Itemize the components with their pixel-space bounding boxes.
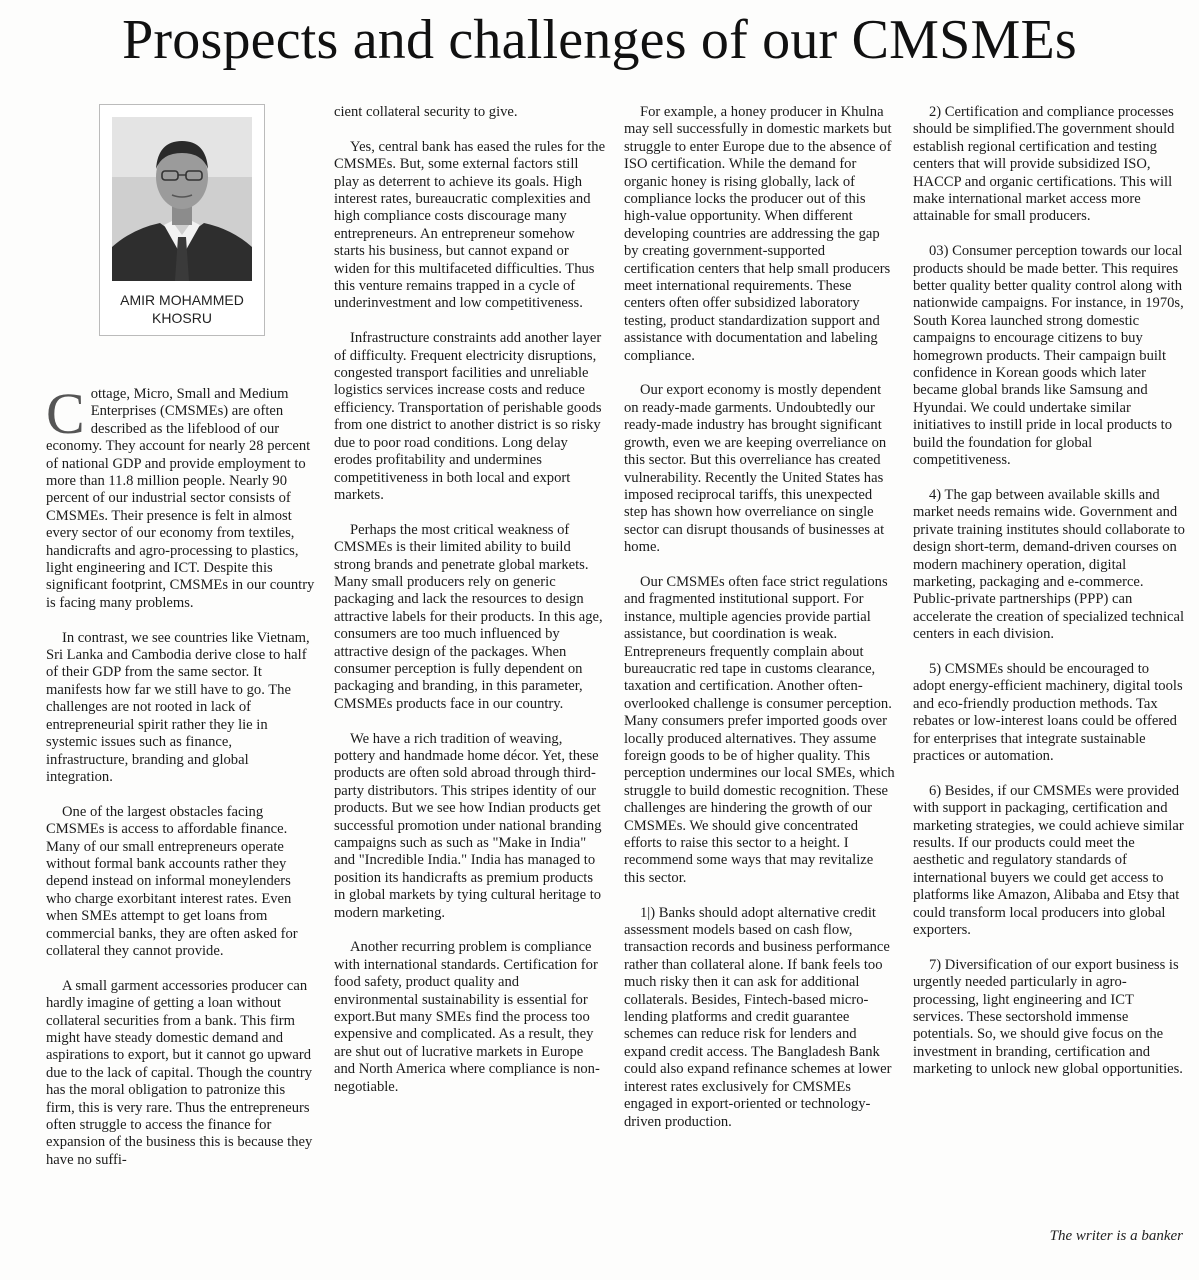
article-paragraph: 5) CMSMEs should be encouraged to adopt energy-efficient machinery, digital tools and eco-friendly production methods. Tax rebates or low-interest loans could be offered for enterprises that integrate sustainable practices or automation. bbox=[913, 660, 1183, 764]
article-paragraph: Yes, central bank has eased the rules for the CMSMEs. But, some external factors still play as deterrent to achieve its goals. High interest rates, bureaucratic complexities and high compliance costs discourage many entrepreneurs. An entrepreneur somehow starts his business, but cannot expand or widen for this multifaceted difficulties. Thus this venture remains trapped in a cycle of underinvestment and low competitiveness. bbox=[334, 138, 606, 312]
author-byline bbox=[100, 291, 264, 327]
headline: Prospects and challenges of our CMSMEs bbox=[122, 9, 1077, 71]
article-paragraph: For example, a honey producer in Khulna may sell successfully in domestic markets but struggle to enter Europe due to the absence of ISO certification. While the demand for organic honey is rising globally, lack of compliance locks the producer out of this high-value opportunity. When different developing countries are addressing the gap by creating government-supported certification centers that help small producers meet international requirements. These centers often offer subsidized laboratory testing, product standardization support and assistance with documentation and labeling compliance. bbox=[624, 104, 892, 364]
article-column-2 bbox=[334, 104, 606, 1113]
drop-cap: C bbox=[46, 381, 85, 446]
article-paragraph-lead bbox=[46, 381, 316, 612]
article-paragraph: In contrast, we see countries like Vietnam, Sri Lanka and Cambodia derive close to half of their GDP from the same sector. It manifests how far we still have to go. The challenges are not rooted in lack of entrepreneurial spirit rather they lie in systemic issues such as finance, infrastructure, branding and global integration. bbox=[46, 629, 310, 785]
article-paragraph: 03) Consumer perception towards our local products should be made better. This requires better quality better quality control along with nationwide campaigns. For instance, in 1970s, South Korea launched strong domestic campaigns to encourage citizens to buy homegrown products. Their campaign built confidence in Korean goods which later became global brands like Samsung and Hyundai. We could undertake similar initiatives to instill pride in local products to build the foundation for global competitiveness. bbox=[913, 243, 1184, 469]
article-paragraph: 6) Besides, if our CMSMEs were provided with support in packaging, certification and marketing strategies, we could achieve similar results. If our products could meet the aesthetic and regulatory standards of international buyers we could get access to platforms like Amazon, Alibaba and Etsy that could transform local producers into global exporters. bbox=[913, 782, 1184, 939]
article-paragraph: Another recurring problem is compliance with international standards. Certification for food safety, product quality and environmental sustainability is essential for export.But many SMEs find the process too expensive and complicated. As a result, they are shut out of lucrative markets in Europe and North America where compliance is non-negotiable. bbox=[334, 939, 600, 1095]
article-column-3 bbox=[624, 104, 896, 1148]
author-photo bbox=[112, 117, 252, 281]
article-paragraph: 4) The gap between available skills and market needs remains wide. Government and private training institutes should collaborate to design short-term, demand-driven courses on modern machinery operation, digital marketing, packaging and e-commerce. Public-private partnerships (PPP) can accelerate the creation of specialized technical centers in each division. bbox=[913, 486, 1185, 643]
article-paragraph: A small garment accessories producer can hardly imagine of getting a loan without collateral securities from a bank. This firm might have steady domestic demand and aspirations to export, but it cannot go upward due to the lack of capital. Though the country has the moral obligation to patronize this firm, this is very rare. Thus the entrepreneurs often struggle to access the finance for expansion of the business this is because they have no suffi- bbox=[46, 977, 313, 1168]
article-paragraph: 2) Certification and compliance processes should be simplified.The government should establish regional certification and testing centers that will provide subsidized ISO, HACCP and organic certifications. This will make international market access more attainable for small producers. bbox=[913, 104, 1175, 225]
author-name-line2: KHOSRU bbox=[152, 310, 212, 326]
author-photo-box bbox=[99, 104, 265, 336]
article-paragraph: Our CMSMEs often face strict regulations and fragmented institutional support. For instance, multiple agencies provide partial assistance, but coordination is weak. Entrepreneurs frequently complain about bureaucratic red tape in customs clearance, taxation and certification. Another often-overlooked challenge is consumer perception. Many consumers prefer imported goods over locally produced alternatives. They assume foreign goods to be of higher quality. This perception undermines our local SMEs, which struggle to build domestic recognition. These challenges are hindering the growth of our CMSMEs. We should give concentrated efforts to raise this sector to a height. I recommend some ways that may revitalize this sector. bbox=[624, 573, 895, 886]
article-column-4 bbox=[913, 104, 1185, 1096]
author-portrait-icon bbox=[112, 117, 252, 281]
author-name-line1: AMIR MOHAMMED bbox=[120, 292, 244, 308]
article-paragraph: Infrastructure constraints add another layer of difficulty. Frequent electricity disruptions, congested transport facilities and unreliable logistics services increase costs and reduce efficiency. Transportation of perishable goods from one district to another district is so risky due to poor road conditions. Long delay erodes profitability and undermines competitiveness in both local and export markets. bbox=[334, 330, 602, 503]
writer-note: The writer is a banker bbox=[1049, 1228, 1183, 1244]
lead-text: ottage, Micro, Small and Medium Enterprises (CMSMEs) are often described as the lifeblood of our economy. They account for nearly 28 percent of national GDP and provide employment to more than 11.8 million people. Nearly 90 percent of our industrial sector consists of CMSMEs. Their presence is felt in almost every sector of our economy from textiles, handicrafts and agro-processing to plastics, light engineering and ICT. Despite this significant footprint, CMSMEs in our country is facing many problems. bbox=[46, 386, 315, 611]
article-paragraph: One of the largest obstacles facing CMSMEs is access to affordable finance. Many of our small entrepreneurs operate without formal bank accounts rather they depend instead on informal moneylenders who charge exorbitant interest rates. Even when SMEs attempt to get loans from commercial banks, they are often asked for collateral they cannot provide. bbox=[46, 803, 298, 959]
article-column-1 bbox=[46, 381, 316, 1187]
article-paragraph: 1|) Banks should adopt alternative credit assessment models based on cash flow, transaction records and business performance rather than collateral alone. If bank feels too much risky then it can ask for additional collaterals. Besides, Fintech-based micro-lending platforms and credit guarantee schemes can reduce risk for lenders and expand credit access. The Bangladesh Bank could also expand refinance schemes at lower interest rates exclusively for CMSMEs engaged in export-oriented or technology-driven production. bbox=[624, 904, 892, 1130]
article-paragraph: cient collateral security to give. bbox=[334, 104, 518, 120]
article-paragraph: Our export economy is mostly dependent on ready-made garments. Undoubtedly our ready-made industry has brought significant growth, even we are keeping overreliance on this sector. But this overreliance has created vulnerability. Recently the United States has imposed reciprocal tariffs, this unexpected step has shown how overreliance on single sector can disrupt thousands of businesses at home. bbox=[624, 382, 887, 556]
article-paragraph: Perhaps the most critical weakness of CMSMEs is their limited ability to build strong brands and penetrate global markets. Many small producers rely on generic packaging and lack the resources to design attractive labels for their products. In this age, consumers are too much influenced by attractive design of the packages. When consumer perception is fully dependent on packaging and branding, in this parameter, CMSMEs products face in our country. bbox=[334, 521, 603, 712]
article-paragraph: We have a rich tradition of weaving, pottery and handmade home décor. Yet, these products are often sold abroad through third-party distributors. This stripes identity of our products. But we see how Indian products get successful promotion under national branding campaigns such as such as "Make in India" and "Incredible India." India has managed to position its handicrafts as premium products in global markets by tying cultural heritage to modern marketing. bbox=[334, 730, 602, 921]
article-paragraph: 7) Diversification of our export business is urgently needed particularly in agro-processing, light engineering and ICT services. These sectorshold immense potentials. So, we should give focus on the investment in branding, certification and marketing to unlock new global opportunities. bbox=[913, 956, 1183, 1078]
